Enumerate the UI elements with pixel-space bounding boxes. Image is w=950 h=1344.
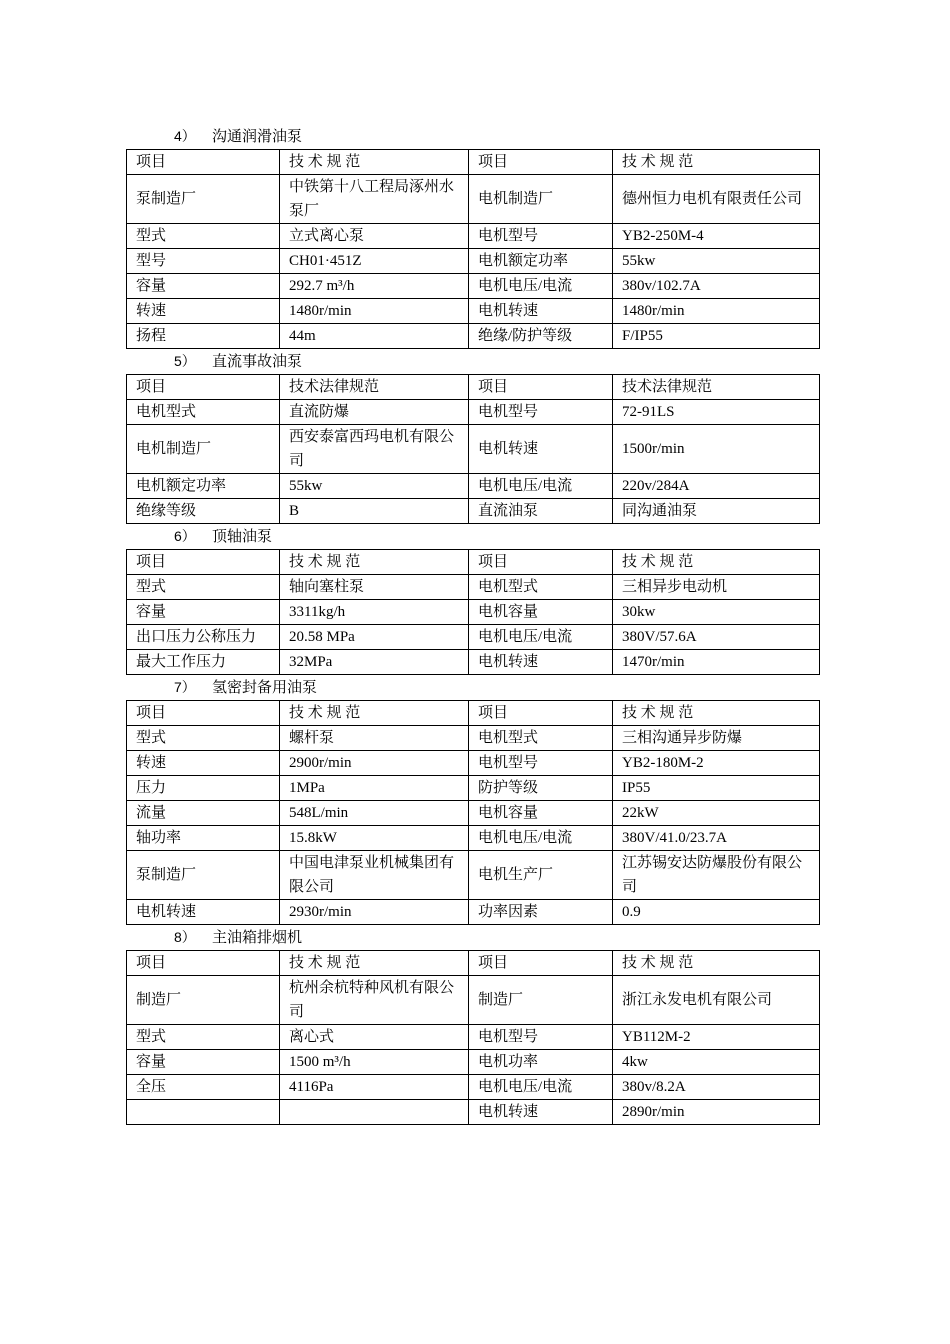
table-cell: 2890r/min	[613, 1100, 820, 1125]
table-row	[127, 650, 820, 675]
table-cell: 1MPa	[280, 776, 469, 801]
table-cell: 浙江永发电机有限公司	[613, 976, 820, 1025]
table-cell: 0.9	[613, 900, 820, 925]
table-cell: 380v/102.7A	[613, 274, 820, 299]
table-cell: 技 术 规 范	[613, 951, 820, 976]
table-cell: 电机型号	[469, 1025, 613, 1050]
table-row	[127, 299, 820, 324]
table-cell: 转速	[127, 299, 280, 324]
section-title: 顶轴油泵	[212, 529, 273, 545]
table-cell: 电机转速	[127, 900, 280, 925]
table-row	[127, 474, 820, 499]
table-row	[127, 400, 820, 425]
table-cell: 电机电压/电流	[469, 625, 613, 650]
table-row	[127, 726, 820, 751]
table-cell: 德州恒力电机有限责任公司	[613, 175, 820, 224]
section-title: 氢密封备用油泵	[212, 680, 318, 696]
table-cell: 1470r/min	[613, 650, 820, 675]
table-cell: YB2-250M-4	[613, 224, 820, 249]
table-cell: 江苏锡安达防爆股份有限公司	[613, 851, 820, 900]
table-row	[127, 575, 820, 600]
table-cell: 15.8kW	[280, 826, 469, 851]
table-cell: 技 术 规 范	[280, 550, 469, 575]
table-cell: 流量	[127, 801, 280, 826]
table-cell: 型号	[127, 249, 280, 274]
document-page	[126, 124, 816, 1125]
table-cell: 项目	[127, 701, 280, 726]
table-cell: 电机型号	[469, 751, 613, 776]
spec-table	[126, 374, 820, 524]
spec-table	[126, 700, 820, 925]
spec-table	[126, 149, 820, 349]
section-number: 6）	[174, 528, 196, 544]
table-cell: 380v/8.2A	[613, 1075, 820, 1100]
table-cell: 电机制造厂	[469, 175, 613, 224]
table-cell: 项目	[469, 550, 613, 575]
table-cell: 1500 m³/h	[280, 1050, 469, 1075]
table-cell: 直流防爆	[280, 400, 469, 425]
table-cell: 20.58 MPa	[280, 625, 469, 650]
table-cell: 电机功率	[469, 1050, 613, 1075]
table-cell: 最大工作压力	[127, 650, 280, 675]
table-cell: 55kw	[613, 249, 820, 274]
table-row	[127, 550, 820, 575]
table-row	[127, 851, 820, 900]
table-cell: 电机制造厂	[127, 425, 280, 474]
table-row	[127, 951, 820, 976]
table-cell: 螺杆泵	[280, 726, 469, 751]
table-row	[127, 224, 820, 249]
table-cell: 1480r/min	[280, 299, 469, 324]
table-row	[127, 1025, 820, 1050]
table-row	[127, 249, 820, 274]
section-number: 5）	[174, 353, 196, 369]
section-heading	[126, 675, 816, 700]
table-cell: 型式	[127, 1025, 280, 1050]
section-heading	[126, 349, 816, 374]
section-heading	[126, 524, 816, 549]
table-cell: 电机额定功率	[469, 249, 613, 274]
table-cell: 1500r/min	[613, 425, 820, 474]
table-cell: 电机转速	[469, 1100, 613, 1125]
table-cell: 技 术 规 范	[613, 550, 820, 575]
table-row	[127, 1075, 820, 1100]
table-row	[127, 375, 820, 400]
table-row	[127, 425, 820, 474]
section-number: 8）	[174, 929, 196, 945]
table-cell: 30kw	[613, 600, 820, 625]
section-title: 主油箱排烟机	[212, 930, 303, 946]
table-cell: B	[280, 499, 469, 524]
table-cell: 32MPa	[280, 650, 469, 675]
table-cell: 项目	[469, 375, 613, 400]
table-row	[127, 1100, 820, 1125]
table-cell: 44m	[280, 324, 469, 349]
table-cell: 项目	[469, 150, 613, 175]
table-cell: 电机型号	[469, 400, 613, 425]
table-cell: 技 术 规 范	[280, 951, 469, 976]
table-cell: 项目	[127, 951, 280, 976]
table-cell: 电机转速	[469, 425, 613, 474]
table-cell: 2900r/min	[280, 751, 469, 776]
table-cell: 72-91LS	[613, 400, 820, 425]
table-cell: 技 术 规 范	[280, 150, 469, 175]
table-cell: 548L/min	[280, 801, 469, 826]
table-cell: 380V/41.0/23.7A	[613, 826, 820, 851]
table-cell: 三相异步电动机	[613, 575, 820, 600]
section-number: 4）	[174, 128, 196, 144]
table-cell: 电机电压/电流	[469, 1075, 613, 1100]
table-row	[127, 150, 820, 175]
table-cell: 电机生产厂	[469, 851, 613, 900]
table-cell	[127, 1100, 280, 1125]
table-cell: 容量	[127, 600, 280, 625]
table-cell: 中铁第十八工程局涿州水泵厂	[280, 175, 469, 224]
table-cell: 杭州余杭特种风机有限公司	[280, 976, 469, 1025]
table-cell: 项目	[469, 951, 613, 976]
table-cell: 绝缘等级	[127, 499, 280, 524]
table-row	[127, 701, 820, 726]
table-cell: 同沟通油泵	[613, 499, 820, 524]
table-cell: 4116Pa	[280, 1075, 469, 1100]
table-cell: 电机容量	[469, 600, 613, 625]
table-cell: 西安泰富西玛电机有限公司	[280, 425, 469, 474]
table-cell: 绝缘/防护等级	[469, 324, 613, 349]
section-title: 沟通润滑油泵	[212, 129, 303, 145]
table-cell: 泵制造厂	[127, 851, 280, 900]
table-cell: 转速	[127, 751, 280, 776]
table-cell: 压力	[127, 776, 280, 801]
table-cell: 电机容量	[469, 801, 613, 826]
table-cell: 立式离心泵	[280, 224, 469, 249]
table-cell: 制造厂	[127, 976, 280, 1025]
table-cell: 电机型式	[469, 726, 613, 751]
table-cell: YB2-180M-2	[613, 751, 820, 776]
table-cell: 3311kg/h	[280, 600, 469, 625]
table-row	[127, 324, 820, 349]
section-number: 7）	[174, 679, 196, 695]
table-cell: 380V/57.6A	[613, 625, 820, 650]
table-row	[127, 826, 820, 851]
table-cell: 容量	[127, 1050, 280, 1075]
table-cell: 型式	[127, 726, 280, 751]
table-cell: 22kW	[613, 801, 820, 826]
table-cell: 电机电压/电流	[469, 274, 613, 299]
table-cell: 型式	[127, 575, 280, 600]
table-row	[127, 1050, 820, 1075]
table-cell: 电机型式	[127, 400, 280, 425]
table-cell: 功率因素	[469, 900, 613, 925]
table-row	[127, 751, 820, 776]
table-cell: 防护等级	[469, 776, 613, 801]
table-cell: 电机额定功率	[127, 474, 280, 499]
table-cell: 容量	[127, 274, 280, 299]
table-cell: CH01·451Z	[280, 249, 469, 274]
table-cell: 55kw	[280, 474, 469, 499]
table-cell: 轴向塞柱泵	[280, 575, 469, 600]
table-cell: 电机电压/电流	[469, 826, 613, 851]
table-cell: 扬程	[127, 324, 280, 349]
table-row	[127, 625, 820, 650]
table-cell: IP55	[613, 776, 820, 801]
table-cell: 制造厂	[469, 976, 613, 1025]
table-row	[127, 976, 820, 1025]
table-cell: 项目	[127, 375, 280, 400]
table-cell: YB112M-2	[613, 1025, 820, 1050]
table-row	[127, 900, 820, 925]
table-cell: 电机型号	[469, 224, 613, 249]
spec-table	[126, 950, 820, 1125]
section-title: 直流事故油泵	[212, 354, 303, 370]
table-cell: 项目	[127, 550, 280, 575]
table-cell: 技术法律规范	[613, 375, 820, 400]
table-cell: F/IP55	[613, 324, 820, 349]
table-row	[127, 801, 820, 826]
table-cell: 全压	[127, 1075, 280, 1100]
table-cell: 轴功率	[127, 826, 280, 851]
table-cell: 292.7 m³/h	[280, 274, 469, 299]
table-cell: 电机电压/电流	[469, 474, 613, 499]
table-cell: 泵制造厂	[127, 175, 280, 224]
table-cell: 电机转速	[469, 299, 613, 324]
table-cell: 电机转速	[469, 650, 613, 675]
table-cell: 中国电津泵业机械集团有限公司	[280, 851, 469, 900]
section-heading	[126, 124, 816, 149]
table-cell: 三相沟通异步防爆	[613, 726, 820, 751]
table-cell: 4kw	[613, 1050, 820, 1075]
spec-table	[126, 549, 820, 675]
table-cell: 型式	[127, 224, 280, 249]
table-row	[127, 274, 820, 299]
table-cell: 项目	[127, 150, 280, 175]
table-cell: 220v/284A	[613, 474, 820, 499]
table-cell: 技 术 规 范	[613, 150, 820, 175]
table-cell: 技 术 规 范	[613, 701, 820, 726]
table-row	[127, 600, 820, 625]
table-cell: 项目	[469, 701, 613, 726]
table-cell: 技术法律规范	[280, 375, 469, 400]
table-cell: 直流油泵	[469, 499, 613, 524]
table-cell	[280, 1100, 469, 1125]
table-cell: 出口压力公称压力	[127, 625, 280, 650]
table-cell: 技 术 规 范	[280, 701, 469, 726]
table-row	[127, 175, 820, 224]
table-cell: 1480r/min	[613, 299, 820, 324]
table-cell: 电机型式	[469, 575, 613, 600]
section-heading	[126, 925, 816, 950]
table-row	[127, 499, 820, 524]
table-cell: 离心式	[280, 1025, 469, 1050]
table-cell: 2930r/min	[280, 900, 469, 925]
table-row	[127, 776, 820, 801]
